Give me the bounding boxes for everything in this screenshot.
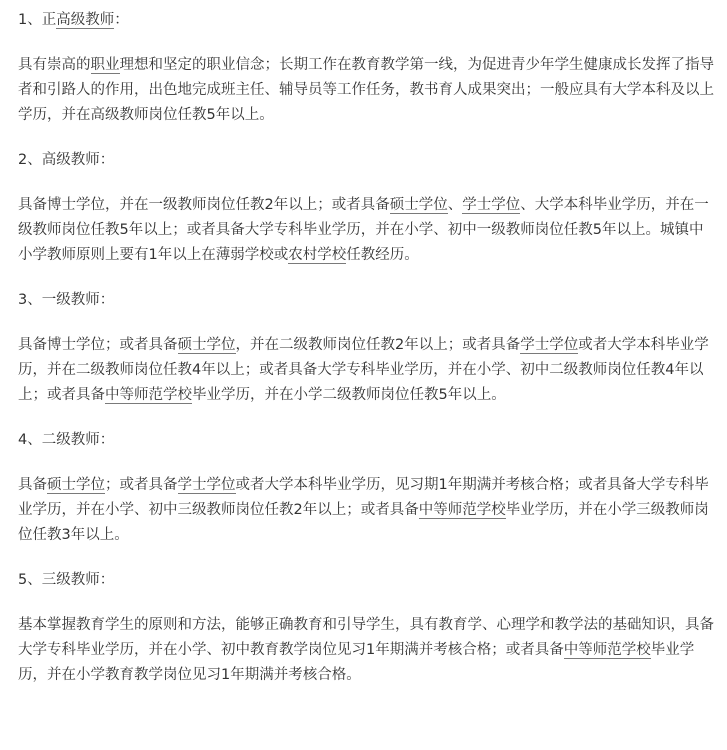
- keyword-link[interactable]: 学士学位: [177, 477, 236, 493]
- section-heading: [18, 568, 715, 592]
- text-segment: 、大学本科毕业学历，并在一级教师岗位任教5年以上；或者具备大学专科毕业学历，并在小学、初中一级教师岗位任教5年以上。城镇中小学教师原则上要有1年以上在薄弱学校或: [18, 197, 709, 263]
- keyword-link[interactable]: 硕士学位: [177, 337, 236, 353]
- keyword-link[interactable]: 职业: [90, 57, 120, 73]
- section-3: [18, 288, 715, 428]
- section-heading: [18, 288, 715, 312]
- text-segment: ；或者具备: [105, 477, 178, 493]
- section-heading: [18, 428, 715, 452]
- text-segment: 5、三级教师：: [18, 572, 115, 588]
- text-segment: 毕业学历，并在小学二级教师岗位任教5年以上。: [192, 387, 506, 403]
- section-body: [18, 473, 715, 548]
- text-segment: 毕业学历，并在小学三级教师岗位任教3年以上。: [18, 502, 709, 543]
- text-segment: 4、二级教师：: [18, 432, 115, 448]
- text-segment: 1、正: [18, 12, 57, 28]
- text-segment: 2、高级教师：: [18, 152, 115, 168]
- keyword-link[interactable]: 硕士学位: [47, 477, 105, 493]
- text-segment: 、: [447, 197, 463, 213]
- keyword-link[interactable]: 高级教师: [56, 12, 115, 28]
- text-segment: 任教经历。: [346, 247, 419, 263]
- text-segment: 3、一级教师：: [18, 292, 115, 308]
- text-segment: 或者大学本科毕业学历，并在二级教师岗位任教4年以上；或者具备大学专科毕业学历，并在小学、初中二级教师岗位任教4年以上；或者具备: [18, 337, 709, 403]
- text-segment: 理想和坚定的职业信念；长期工作在教育教学第一线，为促进青少年学生健康成长发挥了指导者和引路人的作用，出色地完成班主任、辅导员等工作任务，教书育人成果突出；一般应具有大学本科及以上学历，并在高级教师岗位任教5年以上。: [18, 57, 714, 123]
- section-body: [18, 53, 715, 128]
- text-segment: 毕业学历，并在小学教育教学岗位见习1年期满并考核合格。: [18, 642, 695, 683]
- keyword-link[interactable]: 学士学位: [462, 197, 521, 213]
- section-heading: [18, 148, 715, 172]
- keyword-link[interactable]: 中等师范学校: [105, 387, 192, 403]
- text-segment: ：: [114, 12, 129, 28]
- keyword-link[interactable]: 中等师范学校: [418, 502, 506, 518]
- keyword-link[interactable]: 学士学位: [520, 337, 579, 353]
- section-body: [18, 333, 715, 408]
- text-segment: 具有崇高的: [18, 57, 91, 73]
- keyword-link[interactable]: 农村学校: [288, 247, 347, 263]
- text-segment: 具备: [18, 477, 47, 493]
- section-heading: [18, 8, 715, 32]
- keyword-link[interactable]: 中等师范学校: [563, 642, 651, 658]
- text-segment: 或者大学本科毕业学历，见习期1年期满并考核合格；或者具备大学专科毕业学历，并在小学、初中三级教师岗位任教2年以上；或者具备: [18, 477, 709, 518]
- section-1: [18, 8, 715, 148]
- section-body: [18, 193, 715, 268]
- text-segment: 基本掌握教育学生的原则和方法，能够正确教育和引导学生，具有教育学、心理学和教学法的基础知识，具备大学专科毕业学历，并在小学、初中教育教学岗位见习1年期满并考核合格；或者具备: [18, 617, 714, 658]
- text-segment: 具备博士学位；或者具备: [18, 337, 178, 353]
- text-segment: ，并在二级教师岗位任教2年以上；或者具备: [235, 337, 521, 353]
- section-4: [18, 428, 715, 568]
- section-5: [18, 568, 715, 688]
- section-body: [18, 613, 715, 688]
- text-segment: 具备博士学位，并在一级教师岗位任教2年以上；或者具备: [18, 197, 390, 213]
- section-2: [18, 148, 715, 288]
- keyword-link[interactable]: 硕士学位: [389, 197, 448, 213]
